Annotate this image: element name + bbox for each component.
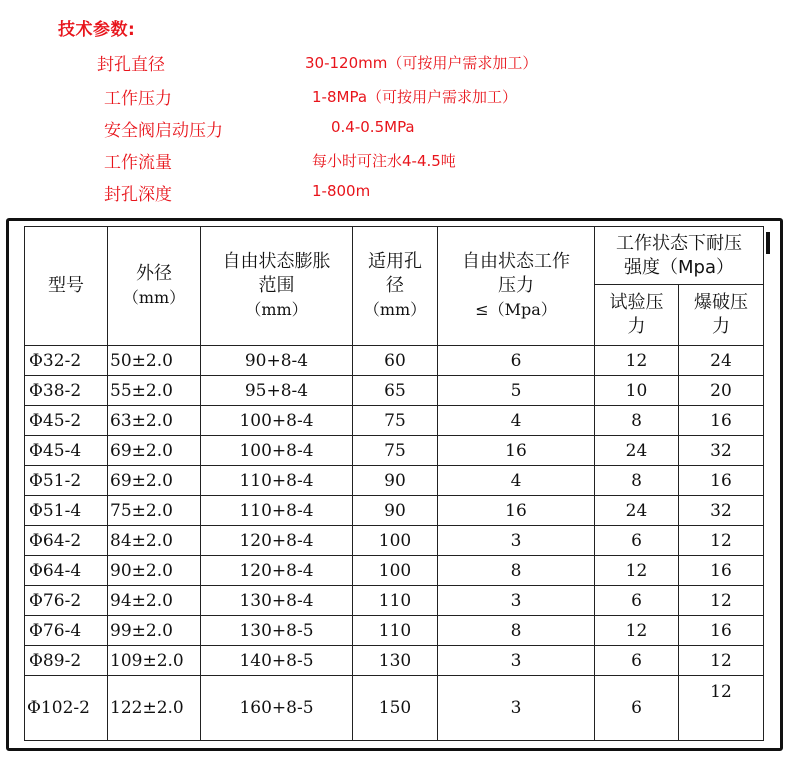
table-row (25, 646, 764, 676)
cell-model: Φ51-4 (25, 496, 108, 526)
cell-hole: 75 (353, 436, 438, 466)
cell-free-pressure: 4 (438, 406, 595, 436)
cell-free-pressure: 8 (438, 556, 595, 586)
cell-test-pressure: 10 (595, 376, 679, 406)
cell-outer-diameter: 63±2.0 (108, 406, 201, 436)
cell-expansion: 95+8-4 (201, 376, 353, 406)
cell-burst-pressure: 12 (679, 646, 764, 676)
cell-outer-diameter: 109±2.0 (108, 646, 201, 676)
cell-test-pressure: 6 (595, 586, 679, 616)
cell-outer-diameter: 55±2.0 (108, 376, 201, 406)
table-row (25, 496, 764, 526)
cell-expansion: 90+8-4 (201, 346, 353, 376)
cell-model: Φ102-2 (25, 676, 108, 741)
table-row (25, 586, 764, 616)
header-free-working-pressure: 自由状态工作 压力 ≤（Mpa） (438, 227, 595, 346)
cell-hole: 110 (353, 616, 438, 646)
cell-outer-diameter: 69±2.0 (108, 436, 201, 466)
param-label-working-pressure: 工作压力 (104, 89, 172, 109)
cell-test-pressure: 12 (595, 346, 679, 376)
cell-test-pressure: 6 (595, 676, 679, 741)
cell-burst-pressure: 12 (679, 676, 764, 741)
cell-test-pressure: 24 (595, 496, 679, 526)
cell-model: Φ76-4 (25, 616, 108, 646)
cell-hole: 65 (353, 376, 438, 406)
cell-model: Φ51-2 (25, 466, 108, 496)
table-row (25, 526, 764, 556)
cell-free-pressure: 5 (438, 376, 595, 406)
param-value-relief-valve-pressure: 0.4-0.5MPa (331, 118, 415, 136)
cell-hole: 60 (353, 346, 438, 376)
cell-hole: 75 (353, 406, 438, 436)
table-row (25, 676, 764, 741)
header-expansion-range: 自由状态膨胀 范围 （mm） (201, 227, 353, 346)
table-row (25, 556, 764, 586)
cell-outer-diameter: 122±2.0 (108, 676, 201, 741)
param-value-flow-rate: 每小时可注水4-4.5吨 (312, 152, 456, 170)
param-label-flow-rate: 工作流量 (104, 153, 172, 173)
header-pressure-strength: 工作状态下耐压 强度（Mpa） (595, 227, 764, 285)
cell-expansion: 100+8-4 (201, 406, 353, 436)
spec-table (24, 226, 764, 741)
cell-burst-pressure: 24 (679, 346, 764, 376)
cell-burst-pressure: 12 (679, 526, 764, 556)
cell-hole: 150 (353, 676, 438, 741)
param-label-seal-depth: 封孔深度 (104, 185, 172, 205)
cell-free-pressure: 16 (438, 496, 595, 526)
param-value-seal-depth: 1-800m (312, 182, 371, 200)
cell-free-pressure: 6 (438, 346, 595, 376)
technical-parameters (0, 0, 790, 210)
cell-model: Φ45-2 (25, 406, 108, 436)
cell-test-pressure: 6 (595, 526, 679, 556)
cell-model: Φ89-2 (25, 646, 108, 676)
cell-hole: 130 (353, 646, 438, 676)
param-label-seal-diameter: 封孔直径 (97, 55, 165, 75)
cell-burst-pressure: 16 (679, 556, 764, 586)
cell-free-pressure: 3 (438, 676, 595, 741)
cell-burst-pressure: 32 (679, 496, 764, 526)
cell-expansion: 120+8-4 (201, 556, 353, 586)
cell-free-pressure: 8 (438, 616, 595, 646)
cell-test-pressure: 24 (595, 436, 679, 466)
cell-burst-pressure: 12 (679, 586, 764, 616)
cell-burst-pressure: 16 (679, 616, 764, 646)
cell-burst-pressure: 32 (679, 436, 764, 466)
header-outer-diameter: 外径 （mm） (108, 227, 201, 346)
cell-expansion: 140+8-5 (201, 646, 353, 676)
cell-expansion: 130+8-5 (201, 616, 353, 646)
table-row (25, 466, 764, 496)
cell-test-pressure: 6 (595, 646, 679, 676)
cell-outer-diameter: 50±2.0 (108, 346, 201, 376)
cell-burst-pressure: 20 (679, 376, 764, 406)
cell-hole: 110 (353, 586, 438, 616)
cell-outer-diameter: 84±2.0 (108, 526, 201, 556)
param-label-relief-valve-pressure: 安全阀启动压力 (104, 121, 223, 141)
cell-model: Φ76-2 (25, 586, 108, 616)
cell-free-pressure: 4 (438, 466, 595, 496)
cell-expansion: 100+8-4 (201, 436, 353, 466)
header-model: 型号 (25, 227, 108, 346)
cell-expansion: 110+8-4 (201, 496, 353, 526)
parameters-title: 技术参数: (58, 20, 136, 40)
cell-expansion: 120+8-4 (201, 526, 353, 556)
cell-model: Φ45-4 (25, 436, 108, 466)
frame-marker (766, 232, 770, 254)
cell-outer-diameter: 75±2.0 (108, 496, 201, 526)
cell-expansion: 130+8-4 (201, 586, 353, 616)
cell-test-pressure: 12 (595, 556, 679, 586)
cell-outer-diameter: 94±2.0 (108, 586, 201, 616)
cell-expansion: 110+8-4 (201, 466, 353, 496)
cell-free-pressure: 3 (438, 646, 595, 676)
header-hole-diameter: 适用孔 径 （mm） (353, 227, 438, 346)
header-test-pressure: 试验压 力 (595, 285, 679, 346)
cell-model: Φ64-4 (25, 556, 108, 586)
cell-free-pressure: 3 (438, 526, 595, 556)
table-row (25, 436, 764, 466)
cell-hole: 100 (353, 556, 438, 586)
cell-model: Φ64-2 (25, 526, 108, 556)
cell-outer-diameter: 90±2.0 (108, 556, 201, 586)
cell-free-pressure: 16 (438, 436, 595, 466)
cell-hole: 90 (353, 496, 438, 526)
cell-test-pressure: 8 (595, 406, 679, 436)
cell-expansion: 160+8-5 (201, 676, 353, 741)
cell-outer-diameter: 99±2.0 (108, 616, 201, 646)
table-row (25, 616, 764, 646)
cell-test-pressure: 8 (595, 466, 679, 496)
cell-burst-pressure: 16 (679, 406, 764, 436)
cell-burst-pressure: 16 (679, 466, 764, 496)
cell-model: Φ32-2 (25, 346, 108, 376)
cell-free-pressure: 3 (438, 586, 595, 616)
table-row (25, 376, 764, 406)
cell-model: Φ38-2 (25, 376, 108, 406)
header-burst-pressure: 爆破压 力 (679, 285, 764, 346)
param-value-seal-diameter: 30-120mm（可按用户需求加工） (305, 54, 538, 72)
param-value-working-pressure: 1-8MPa（可按用户需求加工） (312, 88, 518, 106)
table-row (25, 346, 764, 376)
cell-hole: 100 (353, 526, 438, 556)
cell-outer-diameter: 69±2.0 (108, 466, 201, 496)
cell-hole: 90 (353, 466, 438, 496)
cell-test-pressure: 12 (595, 616, 679, 646)
table-row (25, 406, 764, 436)
